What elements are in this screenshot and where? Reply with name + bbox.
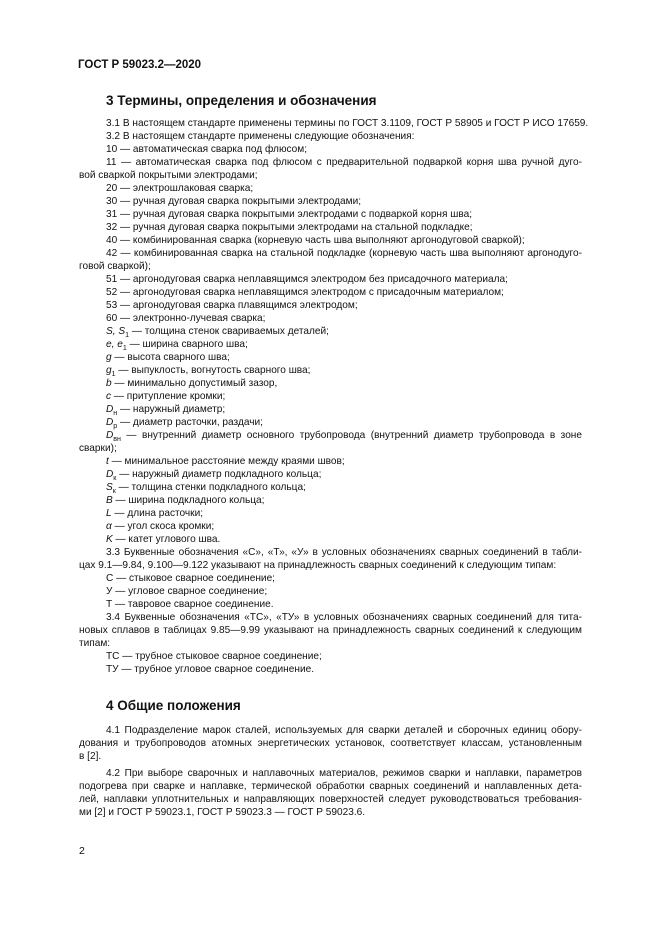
page-number: 2 — [79, 845, 85, 857]
section-4-title: 4 Общие положения — [106, 698, 241, 713]
symbol-item — [106, 351, 230, 364]
symbol: α — [106, 521, 112, 532]
symbol-item — [106, 481, 306, 494]
paragraph-4-1-continuation: дования и трубопроводов атомных энергетических установок, соответствует классам, установленным — [79, 738, 582, 749]
list-item: ТС — трубное стыковое сварное соединение; — [106, 651, 322, 662]
symbol-subscript: 1 — [125, 332, 130, 340]
symbol-item — [106, 377, 277, 390]
symbol: D — [106, 469, 114, 480]
paragraph-3-4-continuation: новых сплавов в таблицах 9.85—9.99 указывают на принадлежность сварных соединений к следующим — [79, 625, 582, 636]
section-3-title: 3 Термины, определения и обозначения — [106, 93, 377, 108]
symbol-subscript: к — [112, 488, 116, 496]
paragraph-4-2-continuation: ми [2] и ГОСТ Р 59023.1, ГОСТ Р 59023.3 — ГОСТ Р 59023.6. — [79, 807, 366, 818]
symbol-item — [106, 468, 321, 481]
list-item: 32 — ручная дуговая сварка покрытыми электродами на стальной подкладке; — [106, 222, 473, 233]
list-item: 11 — автоматическая сварка под флюсом с предварительной подваркой корня шва ручной дуго- — [106, 157, 582, 168]
paragraph-4-2: 4.2 При выборе сварочных и наплавочных материалов, режимов сварки и наплавки, параметров — [106, 768, 582, 779]
symbol: c — [106, 391, 112, 402]
symbol: D — [106, 430, 114, 441]
paragraph-3-1: 3.1 В настоящем стандарте применены термины по ГОСТ 3.1109, ГОСТ Р 58905 и ГОСТ Р ИСО 17659. — [106, 118, 589, 129]
symbol-item — [106, 533, 220, 546]
list-item: 20 — электрошлаковая сварка; — [106, 183, 254, 194]
symbol-description: — минимально допустимый зазор, — [111, 378, 278, 389]
paragraph-3-3-continuation: цах 9.1—9.84, 9.100—9.122 указывают на принадлежность сварных соединений к следующим типам: — [79, 560, 557, 571]
list-item: ТУ — трубное угловое сварное соединение. — [106, 664, 314, 675]
list-item: С — стыковое сварное соединение; — [106, 573, 275, 584]
symbol: S — [106, 482, 113, 493]
symbol: L — [106, 508, 112, 519]
list-item: Т — тавровое сварное соединение. — [106, 599, 274, 610]
list-item: 31 — ручная дуговая сварка покрытыми электродами с подваркой корня шва; — [106, 209, 473, 220]
symbol-item — [106, 494, 264, 507]
symbol-item — [106, 416, 263, 429]
symbol-description: — высота сварного шва; — [111, 352, 230, 363]
symbol-description: — наружный диаметр подкладного кольца; — [116, 469, 322, 480]
paragraph-4-1: 4.1 Подразделение марок сталей, используемых для сварки деталей и сборочных единиц обору- — [106, 725, 582, 736]
symbol-item — [106, 338, 248, 351]
symbol: S, S — [106, 326, 126, 337]
symbol-description: — притупление кромки; — [111, 391, 226, 402]
symbol: t — [106, 456, 109, 467]
symbol-subscript: вн — [113, 436, 121, 444]
symbol-description: — толщина стенок свариваемых деталей; — [129, 326, 329, 337]
list-item: 40 — комбинированная сварка (корневую часть шва выполняют аргонодуговой сваркой); — [106, 235, 525, 246]
symbol-subscript: н — [113, 410, 118, 418]
symbol-description: — выпуклость, вогнутость сварного шва; — [115, 365, 311, 376]
paragraph-3-3: 3.3 Буквенные обозначения «С», «Т», «У» в условных обозначениях сварных соединений в табли- — [106, 547, 582, 558]
symbol-description: — минимальное расстояние между краями швов; — [108, 456, 345, 467]
symbol-description: — наружный диаметр; — [117, 404, 226, 415]
symbol-description: — катет углового шва. — [112, 534, 221, 545]
symbol-item — [106, 455, 345, 468]
paragraph-4-1-continuation: в [2]. — [79, 751, 102, 762]
paragraph-4-2-continuation: подогрева при сварке и наплавке, термической обработки сварных соединений и наплавленных дета- — [79, 781, 582, 792]
symbol-item — [106, 520, 214, 533]
list-item: 30 — ручная дуговая сварка покрытыми электродами; — [106, 196, 362, 207]
symbol-subscript: 1 — [122, 345, 127, 353]
symbol: b — [106, 378, 112, 389]
symbol-subscript: 1 — [111, 371, 116, 379]
symbol-item-continuation: сварки); — [79, 443, 117, 454]
symbol-description: — ширина сварного шва; — [126, 339, 248, 350]
symbol-description: — длина расточки; — [111, 508, 204, 519]
list-item: 42 — комбинированная сварка на стальной подкладке (корневую часть шва выполняют аргонодуго- — [106, 248, 582, 259]
symbol: D — [106, 404, 114, 415]
symbol-item — [106, 325, 329, 338]
list-item-continuation: вой сваркой покрытыми электродами; — [79, 170, 258, 181]
symbol-subscript: к — [113, 475, 117, 483]
symbol: g — [106, 352, 112, 363]
list-item: 60 — электронно-лучевая сварка; — [106, 313, 266, 324]
list-item: 51 — аргонодуговая сварка неплавящимся электродом без присадочного материала; — [106, 274, 508, 285]
symbol-description: — ширина подкладного кольца; — [112, 495, 265, 506]
symbol-description: — угол скоса кромки; — [111, 521, 215, 532]
list-item: 10 — автоматическая сварка под флюсом; — [106, 144, 308, 155]
list-item: 53 — аргонодуговая сварка плавящимся электродом; — [106, 300, 358, 311]
symbol-item — [106, 429, 582, 442]
symbol-item — [106, 507, 203, 520]
list-item: 52 — аргонодуговая сварка неплавящимся электродом с присадочным материалом; — [106, 287, 504, 298]
symbol-item — [106, 390, 225, 403]
symbol-description: — внутренний диаметр основного трубопровода (внутренний диаметр трубопровода в зоне — [120, 430, 582, 441]
paragraph-3-2: 3.2 В настоящем стандарте применены следующие обозначения: — [106, 131, 415, 142]
paragraph-3-4: 3.4 Буквенные обозначения «ТС», «ТУ» в условных обозначениях сварных соединений для тита- — [106, 612, 582, 623]
symbol-item — [106, 403, 225, 416]
symbol: e, e — [106, 339, 123, 350]
document-header: ГОСТ Р 59023.2—2020 — [78, 59, 202, 71]
symbol-description: — толщина стенки подкладного кольца; — [115, 482, 306, 493]
list-item: У — угловое сварное соединение; — [106, 586, 268, 597]
symbol-subscript: р — [113, 423, 118, 431]
symbol-description: — диаметр расточки, раздачи; — [117, 417, 263, 428]
list-item-continuation: говой сваркой); — [79, 261, 151, 272]
symbol: B — [106, 495, 113, 506]
symbol: D — [106, 417, 114, 428]
symbol: g — [106, 365, 112, 376]
symbol: K — [106, 534, 113, 545]
paragraph-4-2-continuation: лей, наплавки уплотнительных и направляющих поверхностей следует руководствоваться требования- — [79, 794, 582, 805]
paragraph-3-4-continuation: типам: — [79, 638, 111, 649]
symbol-item — [106, 364, 310, 377]
